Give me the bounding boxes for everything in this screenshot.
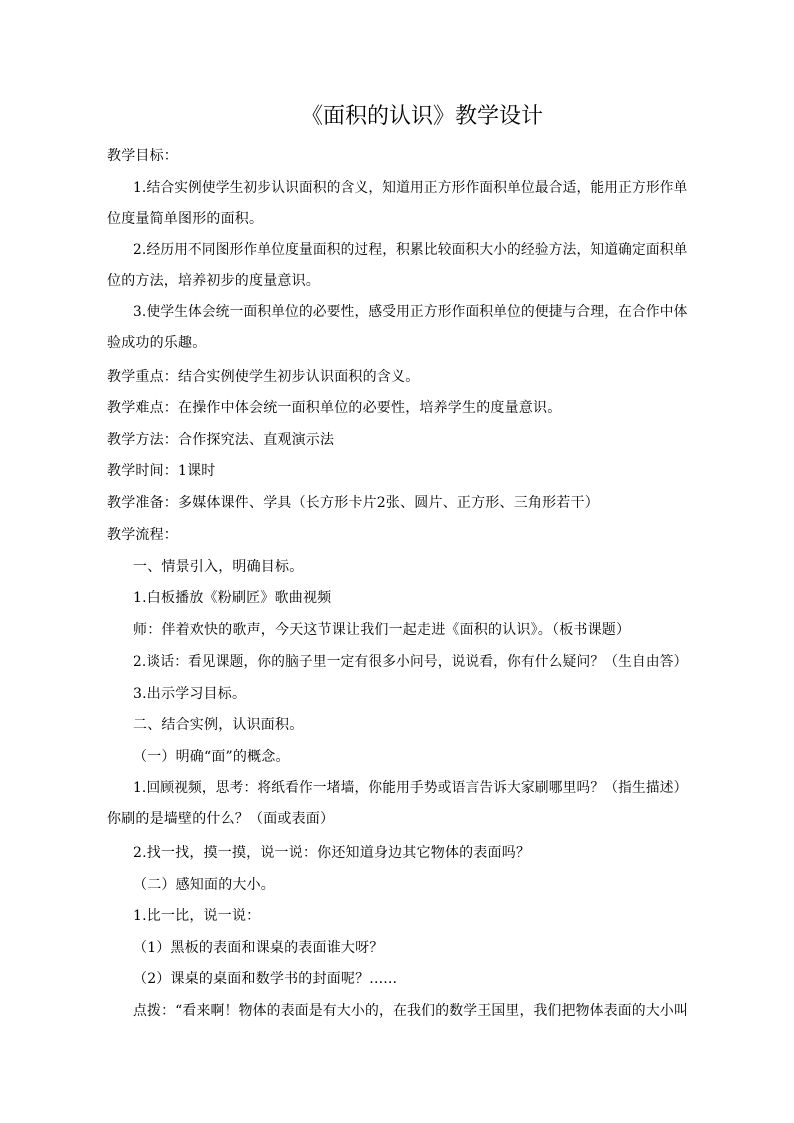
paragraph-line: 1.回顾视频，思考：将纸看作一堵墙，你能用手势或语言告诉大家刷哪里吗？（指生描述）: [133, 780, 688, 796]
paragraph-line: 师：伴着欢快的歌声，今天这节课让我们一起走进《面积的认识》。（板书课题）: [133, 622, 631, 638]
document-title: 《面积的认识》教学设计: [300, 104, 543, 129]
paragraph-line: 一、情景引入，明确目标。: [133, 559, 304, 575]
paragraph-line: （一）明确“面”的概念。: [133, 749, 290, 765]
paragraph-line: 3.使学生体会统一面积单位的必要性，感受用正方形作面积单位的便捷与合理，在合作中体: [133, 304, 688, 320]
time-line: 教学时间：1课时: [107, 463, 216, 479]
paragraph-line: （二）感知面的大小。: [133, 877, 275, 893]
difficulty-line: 教学难点：在操作中体会统一面积单位的必要性，培养学生的度量意识。: [107, 400, 562, 416]
paragraph-line: 1.结合实例使学生初步认识面积的含义，知道用正方形作面积单位最合适，能用正方形作单: [133, 180, 688, 196]
paragraph-line: 位的方法，培养初步的度量意识。: [107, 273, 320, 289]
preparation-line: 教学准备：多媒体课件、学具（长方形卡片2张、圆片、正方形、三角形若干）: [107, 495, 599, 511]
paragraph-line: 3.出示学习目标。: [133, 686, 247, 702]
key-point-line: 教学重点：结合实例使学生初步认识面积的含义。: [107, 369, 420, 385]
paragraph-line: 2.谈话：看见课题，你的脑子里一定有很多小问号，说说看，你有什么疑问？（生自由答）: [133, 654, 688, 670]
paragraph-line: 2.经历用不同图形作单位度量面积的过程，积累比较面积大小的经验方法，知道确定面积单: [133, 242, 688, 258]
paragraph-line: 1.白板播放《粉刷匠》歌曲视频: [133, 590, 332, 606]
method-line: 教学方法：合作探究法、直观演示法: [107, 432, 335, 448]
paragraph-line: 点拨：“看来啊！物体的表面是有大小的，在我们的数学王国里，我们把物体表面的大小叫: [133, 1003, 688, 1019]
paragraph-line: 你刷的是墙壁的什么？（面或表面）: [107, 811, 335, 827]
paragraph-line: 位度量简单图形的面积。: [107, 211, 264, 227]
paragraph-line: 验成功的乐趣。: [107, 335, 207, 351]
section-heading-objectives: 教学目标：: [107, 148, 178, 164]
section-heading-process: 教学流程：: [107, 527, 178, 543]
paragraph-line: 二、结合实例，认识面积。: [133, 717, 304, 733]
paragraph-line: 1.比一比，说一说：: [133, 908, 261, 924]
paragraph-line: 2.找一找，摸一摸，说一说：你还知道身边其它物体的表面吗？: [133, 845, 531, 861]
paragraph-line: （2）课桌的桌面和数学书的封面呢？......: [133, 971, 398, 987]
paragraph-line: （1）黑板的表面和课桌的表面谁大呀？: [133, 940, 384, 956]
